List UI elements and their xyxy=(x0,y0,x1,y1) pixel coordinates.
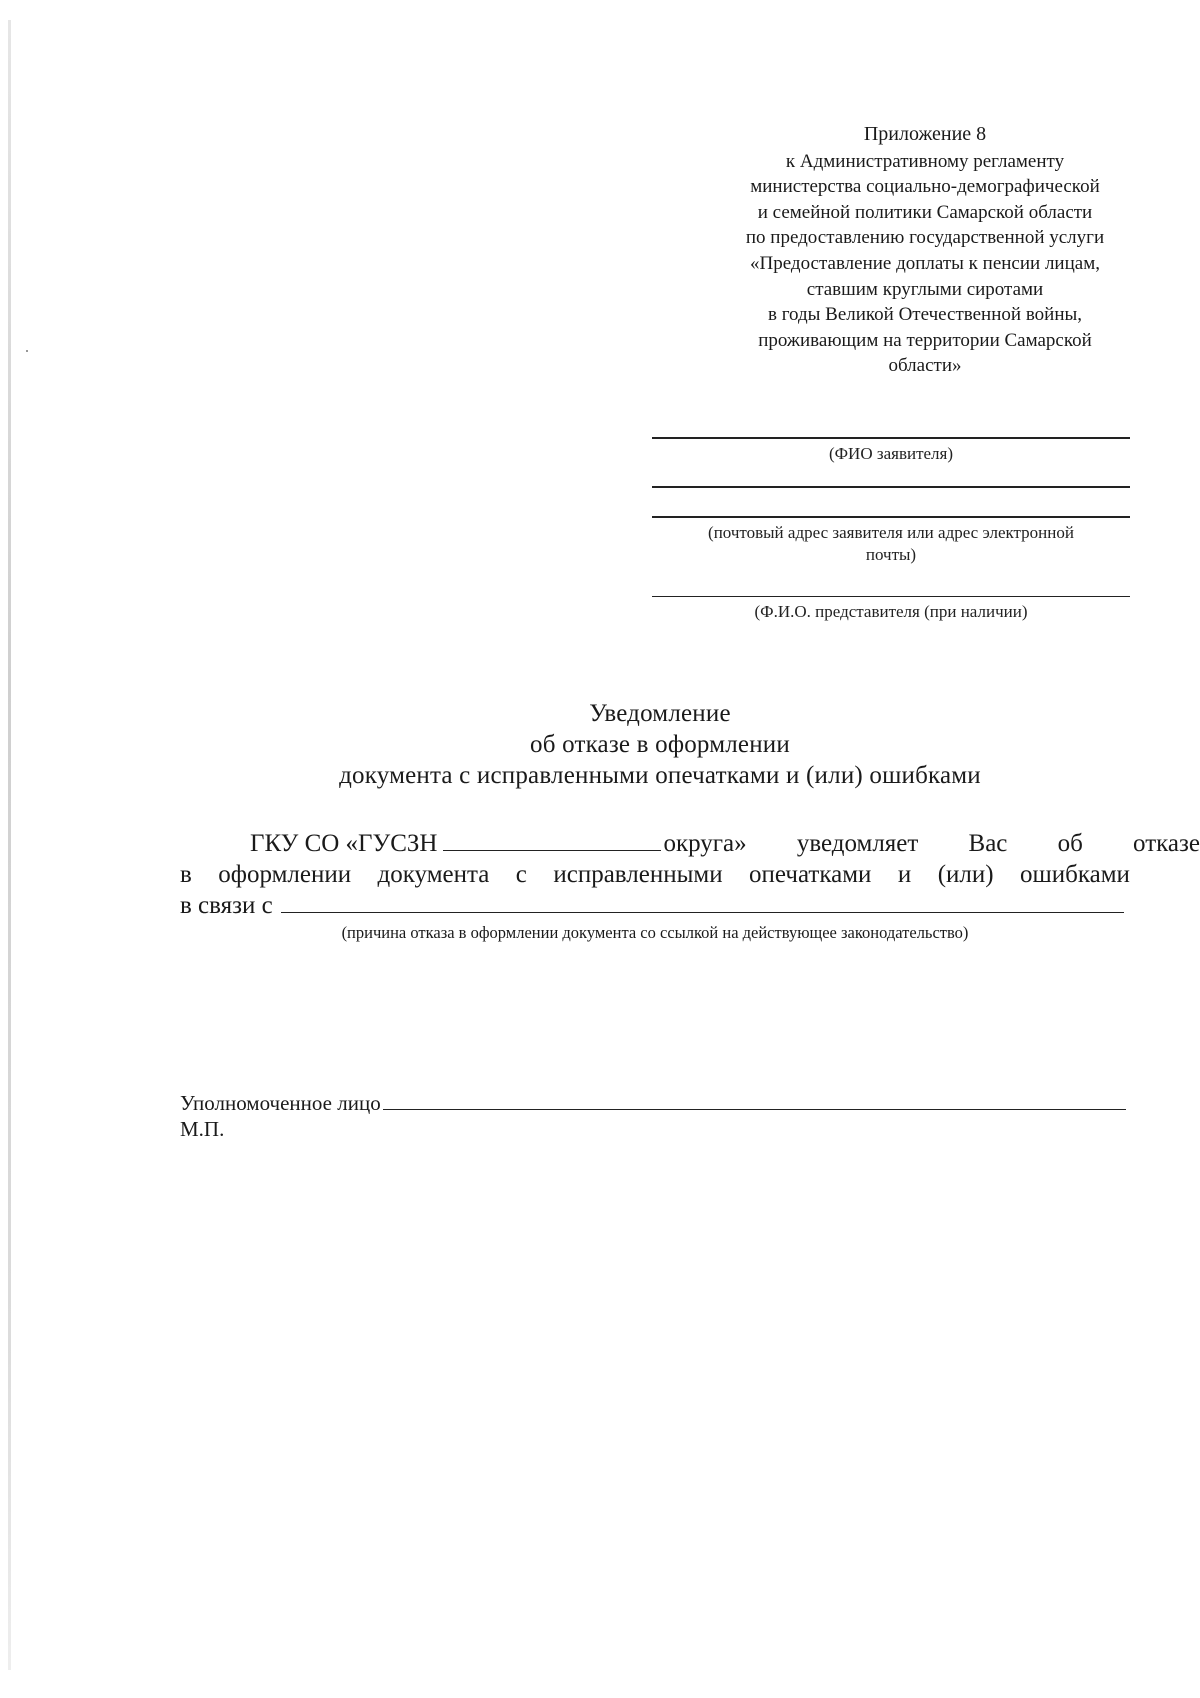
body-word: документа xyxy=(377,861,490,888)
body-word: исправленными xyxy=(553,861,723,888)
appendix-line: проживающим на территории Самарской xyxy=(758,329,1092,351)
address-caption-line2: почты) xyxy=(865,545,917,564)
address-field-line-2[interactable] xyxy=(652,516,1130,518)
fio-field-line[interactable] xyxy=(652,437,1130,439)
body-line-3 xyxy=(180,890,1130,921)
fio-caption: (ФИО заявителя) xyxy=(828,444,954,463)
district-blank-field[interactable] xyxy=(443,830,661,851)
body-word: с xyxy=(515,861,527,888)
stamp-label: М.П. xyxy=(180,1117,225,1141)
signature-block xyxy=(180,1090,1126,1142)
representative-caption: (Ф.И.О. представителя (при наличии) xyxy=(754,602,1028,621)
notice-title xyxy=(180,698,1140,791)
body-word: опечатками xyxy=(749,861,872,888)
body-word: ошибками xyxy=(1020,861,1130,888)
body-word: Вас xyxy=(968,830,1008,857)
address-caption xyxy=(652,522,1130,566)
body-word: округа» xyxy=(663,830,747,857)
body-word: отказе xyxy=(1133,830,1200,857)
body-word: уведомляет xyxy=(796,830,919,857)
notice-body xyxy=(180,828,1200,921)
appendix-line: ставшим круглыми сиротами xyxy=(806,278,1044,300)
body-word: (или) xyxy=(937,861,994,888)
appendix-line: по предоставлению государственной услуги xyxy=(745,227,1105,249)
appendix-line: в годы Великой Отечественной войны, xyxy=(767,304,1083,326)
reason-blank-field[interactable] xyxy=(281,892,1124,913)
body-word: и xyxy=(897,861,912,888)
address-field-line-1[interactable] xyxy=(652,486,1130,488)
scan-edge xyxy=(8,20,11,1670)
notice-title-line1: Уведомление xyxy=(589,700,731,727)
appendix-line: и семейной политики Самарской области xyxy=(757,201,1093,223)
appendix-line: области» xyxy=(888,355,962,377)
appendix-title: Приложение 8 xyxy=(863,123,987,145)
appendix-header xyxy=(690,122,1160,379)
reason-caption: (причина отказа в оформлении документа со ссылкой на действующее законодательство) xyxy=(341,923,969,942)
body-word: об xyxy=(1057,830,1083,857)
body-word: оформлении xyxy=(218,861,352,888)
signature-blank-field[interactable] xyxy=(383,1091,1126,1110)
notice-title-line3: документа с исправленными опечатками и (или) ошибками xyxy=(339,762,981,789)
appendix-line: «Предоставление доплаты к пенсии лицам, xyxy=(750,252,1100,274)
scan-speck xyxy=(26,350,28,352)
body-line-2 xyxy=(180,859,1130,890)
body-org-prefix: ГКУ СО «ГУСЗН xyxy=(250,830,438,857)
body-word: в xyxy=(180,861,192,888)
signature-row xyxy=(180,1090,1126,1116)
appendix-line: министерства социально-демографической xyxy=(750,176,1100,198)
authorized-person-label: Уполномоченное лицо xyxy=(180,1091,381,1115)
representative-field-line[interactable] xyxy=(652,596,1130,597)
notice-title-line2: об отказе в оформлении xyxy=(530,731,790,758)
appendix-line: к Административному регламенту xyxy=(785,150,1065,172)
address-caption-line1: (почтовый адрес заявителя или адрес электронной xyxy=(708,523,1074,542)
reason-prefix: в связи с xyxy=(180,892,273,919)
body-line-1 xyxy=(180,828,1200,859)
